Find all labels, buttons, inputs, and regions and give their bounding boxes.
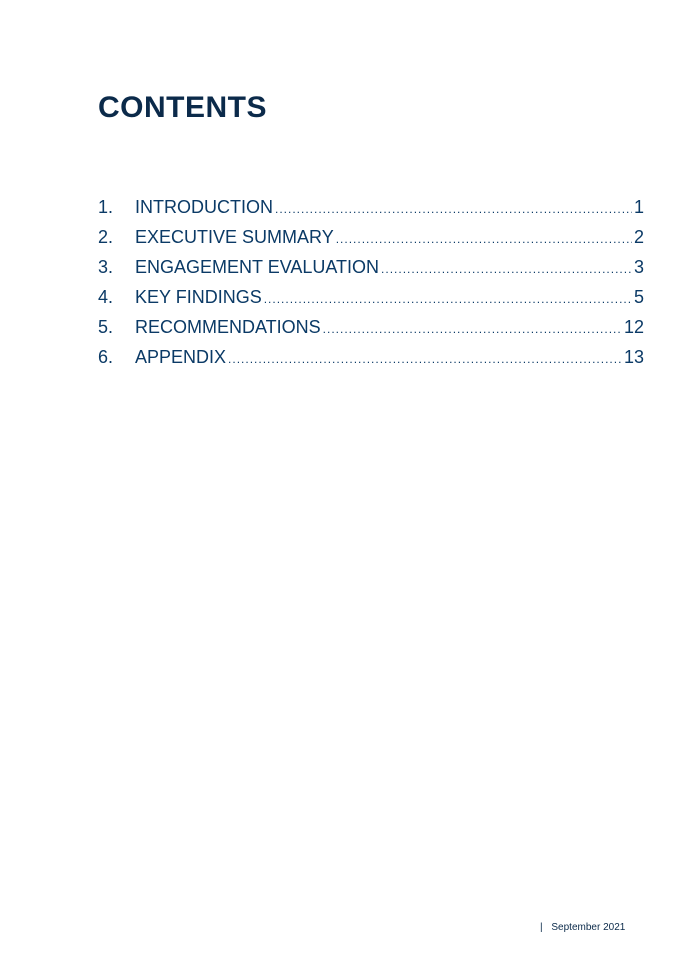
toc-dot-leader — [336, 224, 632, 254]
footer-date: September 2021 — [551, 922, 626, 933]
toc-entry-page: 2 — [633, 227, 644, 247]
toc-entry-label: INTRODUCTION — [135, 197, 273, 217]
toc-entry-number: 4. — [98, 287, 114, 307]
toc-entry-number: 2. — [98, 227, 114, 247]
toc-dot-leader — [275, 194, 632, 224]
footer-separator: | — [540, 922, 543, 933]
toc-entry-appendix[interactable] — [98, 342, 644, 372]
toc-entry-number: 1. — [98, 197, 114, 217]
toc-dot-leader — [323, 314, 622, 344]
table-of-contents — [98, 192, 644, 372]
toc-entry-recommendations[interactable] — [98, 312, 644, 342]
page-footer — [540, 922, 625, 933]
page-title: CONTENTS — [98, 91, 267, 124]
toc-entry-page: 12 — [623, 317, 644, 337]
toc-entry-label: RECOMMENDATIONS — [135, 317, 321, 337]
toc-entry-number: 5. — [98, 317, 114, 337]
toc-dot-leader — [264, 284, 632, 314]
toc-dot-leader — [381, 254, 632, 284]
toc-entry-introduction[interactable] — [98, 192, 644, 222]
toc-entry-key-findings[interactable] — [98, 282, 644, 312]
toc-entry-label: KEY FINDINGS — [135, 287, 262, 307]
toc-entry-page: 5 — [633, 287, 644, 307]
toc-entry-label: EXECUTIVE SUMMARY — [135, 227, 334, 247]
toc-entry-engagement-evaluation[interactable] — [98, 252, 644, 282]
toc-dot-leader — [228, 344, 622, 374]
toc-entry-label: APPENDIX — [135, 347, 227, 367]
toc-entry-page: 3 — [633, 257, 644, 277]
toc-entry-number: 3. — [98, 257, 114, 277]
toc-entry-page: 13 — [623, 347, 644, 367]
toc-entry-page: 1 — [633, 197, 644, 217]
toc-entry-label: ENGAGEMENT EVALUATION — [135, 257, 380, 277]
toc-entry-executive-summary[interactable] — [98, 222, 644, 252]
toc-entry-number: 6. — [98, 347, 114, 367]
